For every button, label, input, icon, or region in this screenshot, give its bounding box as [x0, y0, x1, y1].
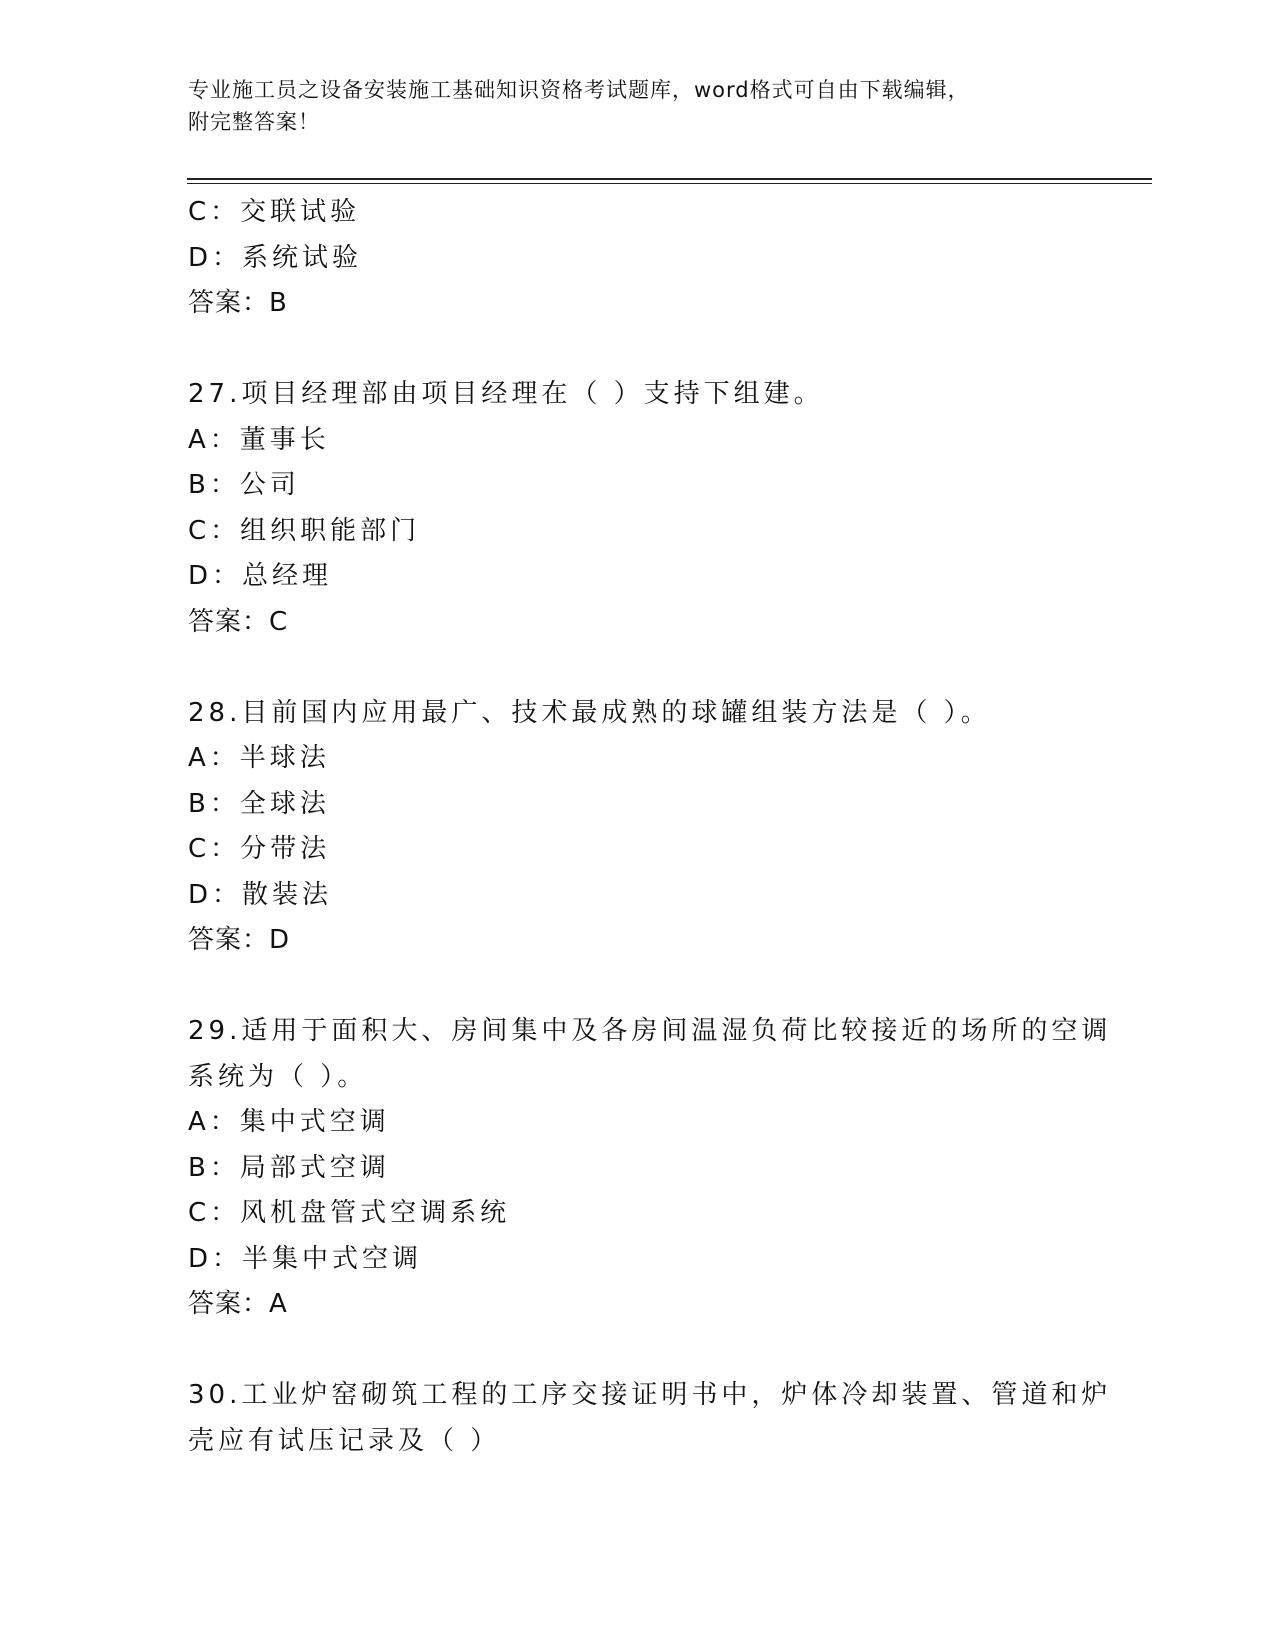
option-c: C：风机盘管式空调系统	[188, 1198, 511, 1228]
option-d: D：系统试验	[188, 242, 363, 273]
question-29	[188, 1009, 1112, 1328]
option-c: C：组织职能部门	[188, 515, 421, 546]
spacer	[188, 1328, 1088, 1374]
option-d: D：散装法	[188, 879, 333, 910]
header-divider-thin	[187, 183, 1152, 184]
question-28	[188, 691, 1088, 964]
question-27	[188, 372, 1088, 645]
question-stem-line1: 29.适用于面积大、房间集中及各房间温湿负荷比较接近的场所的空调	[188, 1016, 1112, 1046]
question-stem-line1: 30.工业炉窑砌筑工程的工序交接证明书中，炉体冷却装置、管道和炉	[188, 1380, 1112, 1410]
option-b: B：全球法	[188, 788, 330, 819]
question-stem-line2: 壳应有试压记录及（ ）	[188, 1425, 501, 1456]
header-divider-thick	[187, 178, 1152, 180]
header-title-line1: 专业施工员之设备安装施工基础知识资格考试题库，word格式可自由下载编辑，	[188, 78, 970, 102]
answer-line: 答案：C	[188, 606, 289, 637]
option-a: A：半球法	[188, 743, 330, 773]
answer-line: 答案：B	[188, 288, 288, 318]
option-b: B：公司	[188, 470, 300, 500]
question-stem: 28.目前国内应用最广、技术最成熟的球罐组装方法是（ ）。	[188, 697, 991, 728]
question-stem: 27.项目经理部由项目经理在（ ）支持下组建。	[188, 379, 824, 409]
question-list	[188, 190, 1112, 1464]
answer-line: 答案：D	[188, 925, 291, 955]
answer-line: 答案：A	[188, 1289, 288, 1319]
question-stem-line2: 系统为（ ）。	[188, 1061, 368, 1092]
spacer	[188, 645, 1088, 691]
option-d: D：半集中式空调	[188, 1243, 423, 1274]
header-title-line2: 附完整答案！	[188, 110, 320, 134]
question-30	[188, 1373, 1112, 1464]
question-26-tail	[188, 190, 1088, 327]
option-a: A：集中式空调	[188, 1107, 390, 1137]
option-d: D：总经理	[188, 561, 333, 591]
option-c: C：交联试验	[188, 197, 361, 227]
option-b: B：局部式空调	[188, 1152, 390, 1183]
page-header	[188, 74, 1088, 138]
spacer	[188, 964, 1088, 1010]
option-c: C：分带法	[188, 834, 331, 864]
spacer	[188, 327, 1088, 373]
option-a: A：董事长	[188, 424, 330, 455]
